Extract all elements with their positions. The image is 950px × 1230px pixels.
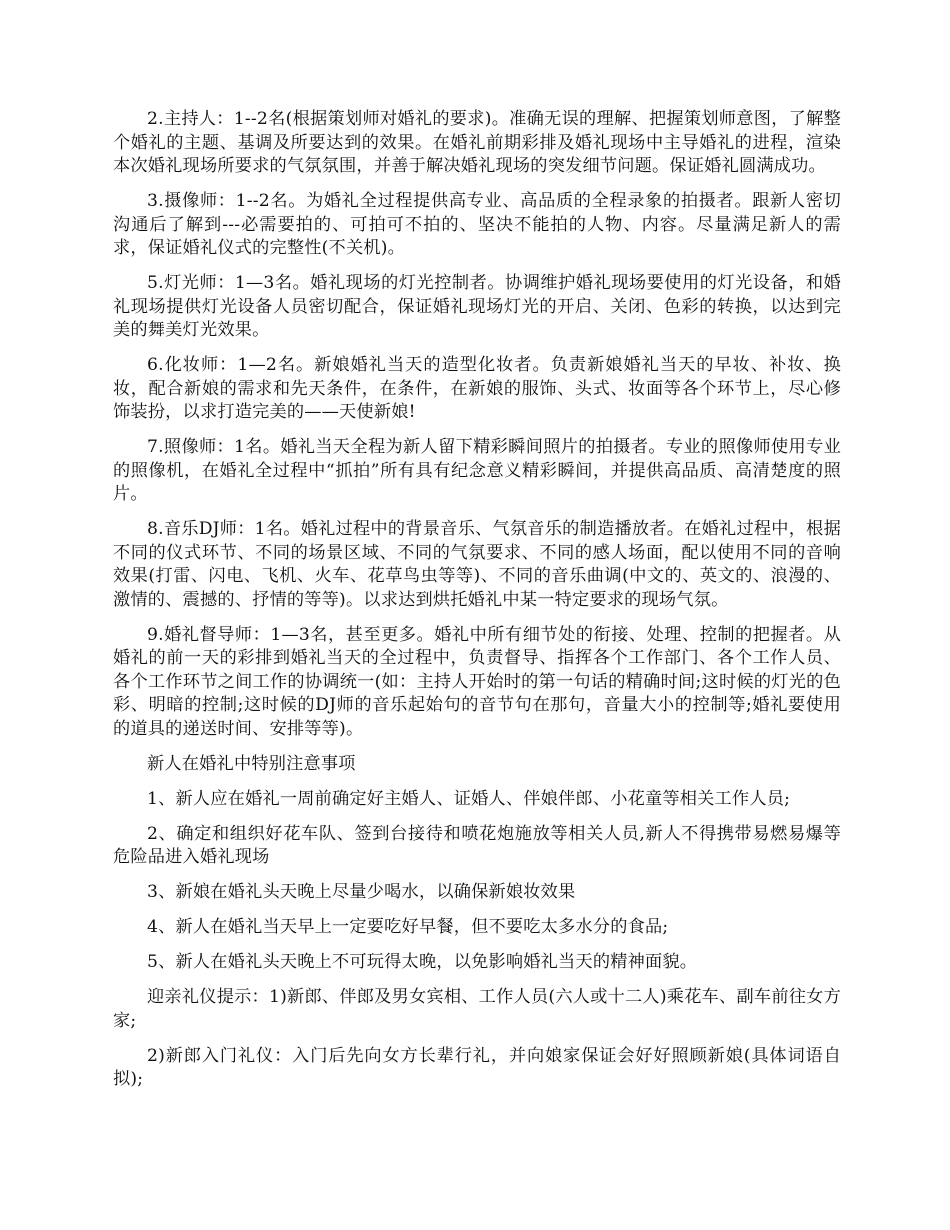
paragraph-dj: 8.音乐DJ师：1名。婚礼过程中的背景音乐、气氛音乐的制造播放者。在婚礼过程中，根据不同的仪式环节、不同的场景区域、不同的气氛要求、不同的感人场面，配以使用不同的音响效果(打雷、闪电、飞机、火车、花草鸟虫等等)、不同的音乐曲调(中文的、英文的、浪漫的、激情的、震撼的、抒情的等等)。以求达到烘托婚礼中某一特定要求的现场气氛。 <box>113 519 841 610</box>
paragraph-lighting: 5.灯光师：1—3名。婚礼现场的灯光控制者。协调维护婚礼现场要使用的灯光设备，和婚礼现场提供灯光设备人员密切配合，保证婚礼现场灯光的开启、关闭、色彩的转换，以达到完美的舞美灯光效果。 <box>113 273 841 340</box>
note-item-2: 2、确定和组织好花车队、签到台接待和喷花炮施放等相关人员,新人不得携带易燃易爆等危险品进入婚礼现场 <box>113 823 841 867</box>
paragraph-host: 2.主持人：1--2名(根据策划师对婚礼的要求)。准确无误的理解、把握策划师意图，了解整个婚礼的主题、基调及所要达到的效果。在婚礼前期彩排及婚礼现场中主导婚礼的进程，渲染本次婚礼现场所要求的气氛氛围，并善于解决婚礼现场的突发细节问题。保证婚礼圆满成功。 <box>113 109 841 176</box>
note-item-4: 4、新人在婚礼当天早上一定要吃好早餐，但不要吃太多水分的食品; <box>147 917 669 937</box>
paragraph-makeup: 6.化妆师：1—2名。新娘婚礼当天的造型化妆者。负责新娘婚礼当天的早妆、补妆、换妆，配合新娘的需求和先天条件，在条件，在新娘的服饰、头式、妆面等各个环节上，尽心修饰装扮，以求打造完美的——天使新娘! <box>113 355 841 422</box>
paragraph-photographer: 7.照像师：1名。婚礼当天全程为新人留下精彩瞬间照片的拍摄者。专业的照像师使用专业的照像机，在婚礼全过程中“抓拍”所有具有纪念意义精彩瞬间，并提供高品质、高清楚度的照片。 <box>113 437 841 504</box>
paragraph-greeting-tip-1: 迎亲礼仪提示：1)新郎、伴郎及男女宾相、工作人员(六人或十二人)乘花车、副车前往女方家; <box>113 987 841 1031</box>
note-item-5: 5、新人在婚礼头天晚上不可玩得太晚，以免影响婚礼当天的精神面貌。 <box>147 952 698 972</box>
paragraph-videographer: 3.摄像师：1--2名。为婚礼全过程提供高专业、高品质的全程录象的拍摄者。跟新人密切沟通后了解到---必需要拍的、可拍可不拍的、坚决不能拍的人物、内容。尽量满足新人的需求，保证婚礼仪式的完整性(不关机)。 <box>113 191 841 258</box>
document-page <box>113 108 841 1103</box>
paragraph-supervisor: 9.婚礼督导师：1—3名，甚至更多。婚礼中所有细节处的衔接、处理、控制的把握者。从婚礼的前一天的彩排到婚礼当天的全过程中，负责督导、指挥各个工作部门、各个工作人员、各个工作环节之间工作的协调统一(如：主持人开始时的第一句话的精确时间;这时候的灯光的色彩、明暗的控制;这时候的DJ师的音乐起始句的音节句在那句，音量大小的控制等;婚礼要使用的道具的递送时间、安排等等)。 <box>113 624 841 739</box>
note-item-1: 1、新人应在婚礼一周前确定好主婚人、证婚人、伴娘伴郎、小花童等相关工作人员; <box>147 788 791 809</box>
section-heading-notes: 新人在婚礼中特别注意事项 <box>147 753 356 774</box>
paragraph-greeting-tip-2: 2)新郎入门礼仪：入门后先向女方长辈行礼，并向娘家保证会好好照顾新娘(具体词语自拟); <box>113 1045 841 1089</box>
note-item-3: 3、新娘在婚礼头天晚上尽量少喝水，以确保新娘妆效果 <box>147 882 576 902</box>
